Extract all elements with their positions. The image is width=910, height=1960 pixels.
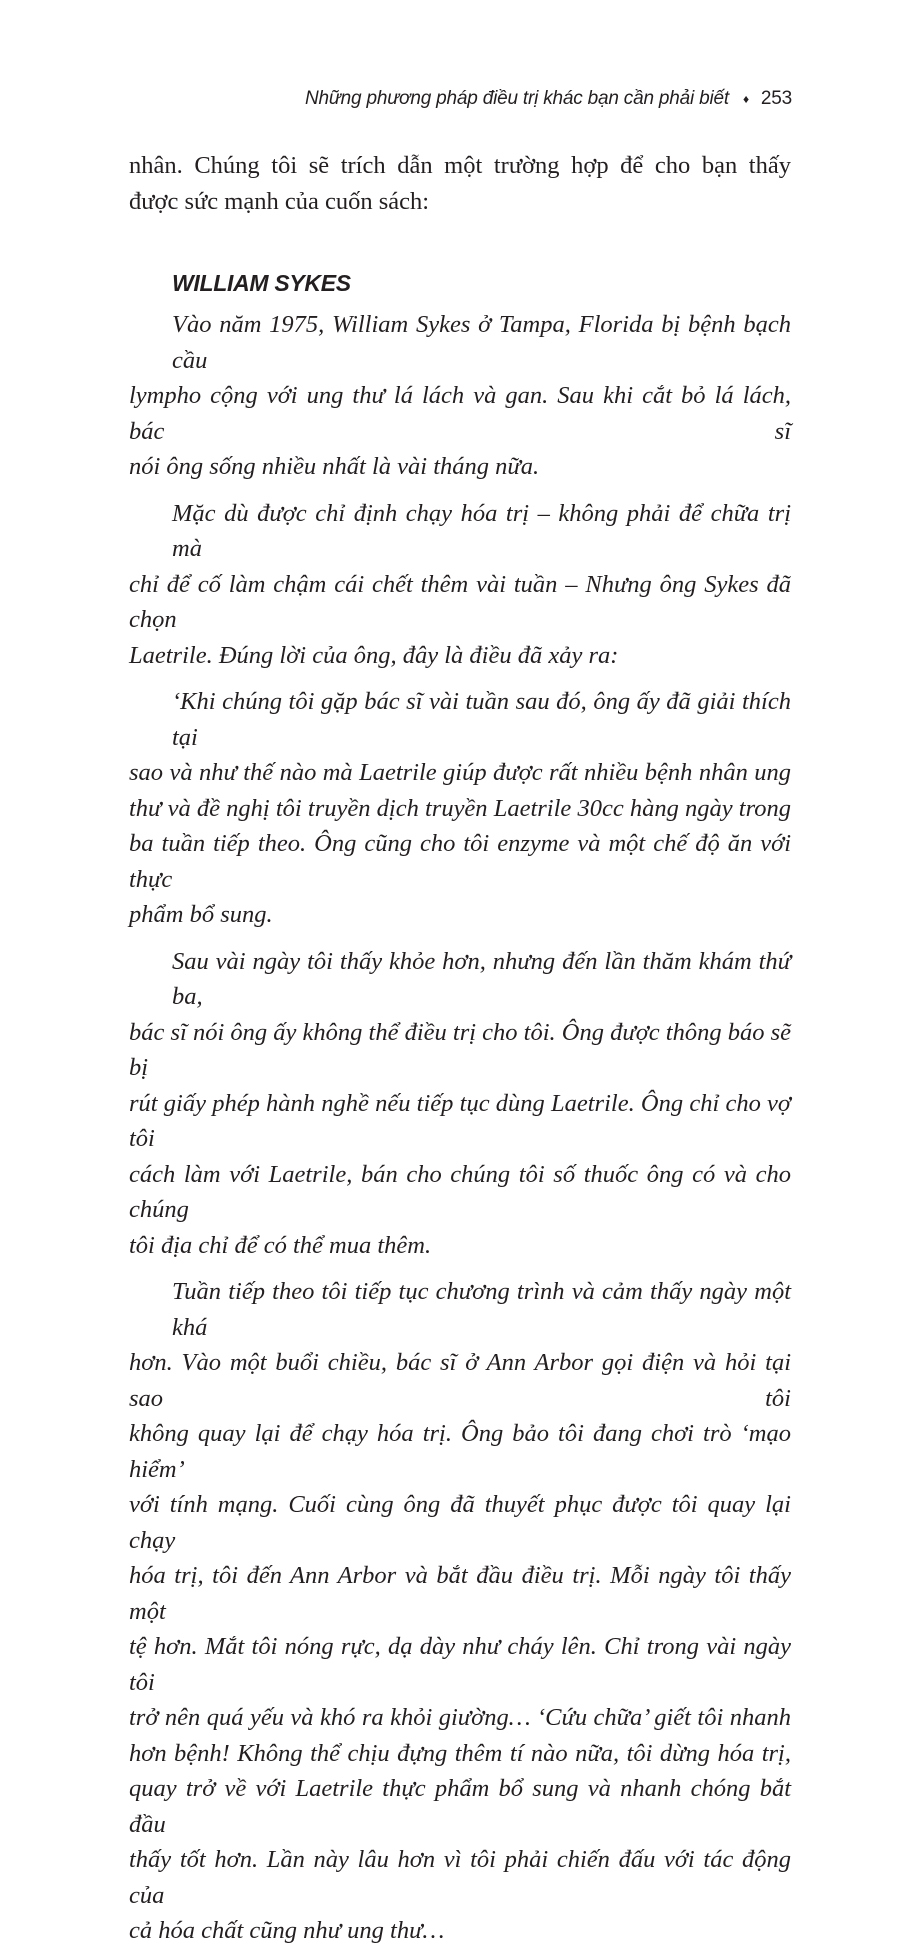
text-line: hơn bệnh! Không thể chịu đựng thêm tí nào nữa, tôi dừng hóa trị, — [129, 1739, 791, 1767]
diamond-separator-icon: ♦ — [742, 92, 749, 106]
text-line: ‘Khi chúng tôi gặp bác sĩ vài tuần sau đó, ông ấy đã giải thích tại — [172, 688, 791, 751]
text-line: tôi địa chỉ để có thể mua thêm. — [129, 1231, 432, 1259]
text-line: thấy tốt hơn. Lần này lâu hơn vì tôi phải chiến đấu với tác động của — [129, 1846, 791, 1909]
text-line: rút giấy phép hành nghề nếu tiếp tục dùng Laetrile. Ông chỉ cho vợ tôi — [129, 1089, 791, 1152]
quote-paragraph-2 — [129, 496, 791, 674]
text-line: cả hóa chất cũng như ung thư… — [129, 1917, 445, 1944]
text-line: quay trở về với Laetrile thực phẩm bổ sung và nhanh chóng bắt đầu — [129, 1775, 791, 1838]
quote-paragraph-1 — [129, 307, 791, 485]
text-line: với tính mạng. Cuối cùng ông đã thuyết phục được tôi quay lại chạy — [129, 1491, 791, 1554]
section-heading: WILLIAM SYKES — [172, 270, 351, 296]
text-line: không quay lại để chạy hóa trị. Ông bảo tôi đang chơi trò ‘mạo hiểm’ — [129, 1420, 791, 1483]
quote-paragraph-3 — [129, 684, 791, 933]
text-line: Vào năm 1975, William Sykes ở Tampa, Florida bị bệnh bạch cầu — [172, 311, 791, 374]
text-line: ba tuần tiếp theo. Ông cũng cho tôi enzyme và một chế độ ăn với thực — [129, 830, 791, 893]
text-line: hóa trị, tôi đến Ann Arbor và bắt đầu điều trị. Mỗi ngày tôi thấy một — [129, 1562, 791, 1625]
text-line: nhân. Chúng tôi sẽ trích dẫn một trường hợp để cho bạn thấy — [129, 152, 791, 179]
text-line: bác sĩ nói ông ấy không thể điều trị cho tôi. Ông được thông báo sẽ bị — [129, 1018, 791, 1081]
page-body — [129, 148, 791, 1960]
text-line: phẩm bổ sung. — [129, 901, 273, 928]
text-line: sao và như thế nào mà Laetrile giúp được rất nhiều bệnh nhân ung — [129, 759, 791, 786]
text-line: cách làm với Laetrile, bán cho chúng tôi số thuốc ông có và cho chúng — [129, 1160, 791, 1223]
running-title: Những phương pháp điều trị khác bạn cần phải biết — [304, 88, 729, 109]
text-line: trở nên quá yếu và khó ra khỏi giường… ‘Cứu chữa’ giết tôi nhanh — [129, 1704, 791, 1731]
text-line: hơn. Vào một buổi chiều, bác sĩ ở Ann Arbor gọi điện và hỏi tại sao tôi — [129, 1349, 791, 1412]
text-line: tệ hơn. Mắt tôi nóng rực, dạ dày như cháy lên. Chỉ trong vài ngày tôi — [129, 1633, 791, 1696]
text-line: chỉ để cố làm chậm cái chết thêm vài tuần – Nhưng ông Sykes đã chọn — [129, 570, 791, 633]
lead-paragraph — [129, 148, 791, 219]
text-line: Laetrile. Đúng lời của ông, đây là điều đã xảy ra: — [129, 641, 619, 669]
page-number: 253 — [760, 88, 792, 109]
quote-paragraph-4 — [129, 944, 791, 1264]
running-header — [305, 88, 792, 110]
text-line: Sau vài ngày tôi thấy khỏe hơn, nhưng đến lần thăm khám thứ ba, — [172, 947, 791, 1010]
text-line: nói ông sống nhiều nhất là vài tháng nữa. — [129, 453, 540, 480]
text-line: Tuần tiếp theo tôi tiếp tục chương trình và cảm thấy ngày một khá — [172, 1278, 791, 1341]
text-line: được sức mạnh của cuốn sách: — [129, 187, 430, 215]
text-line: thư và đề nghị tôi truyền dịch truyền Laetrile 30cc hàng ngày trong — [129, 794, 791, 822]
text-line: Mặc dù được chỉ định chạy hóa trị – không phải để chữa trị mà — [172, 499, 791, 562]
quote-paragraph-5 — [129, 1274, 791, 1949]
text-line: lympho cộng với ung thư lá lách và gan. Sau khi cắt bỏ lá lách, bác sĩ — [129, 382, 791, 445]
